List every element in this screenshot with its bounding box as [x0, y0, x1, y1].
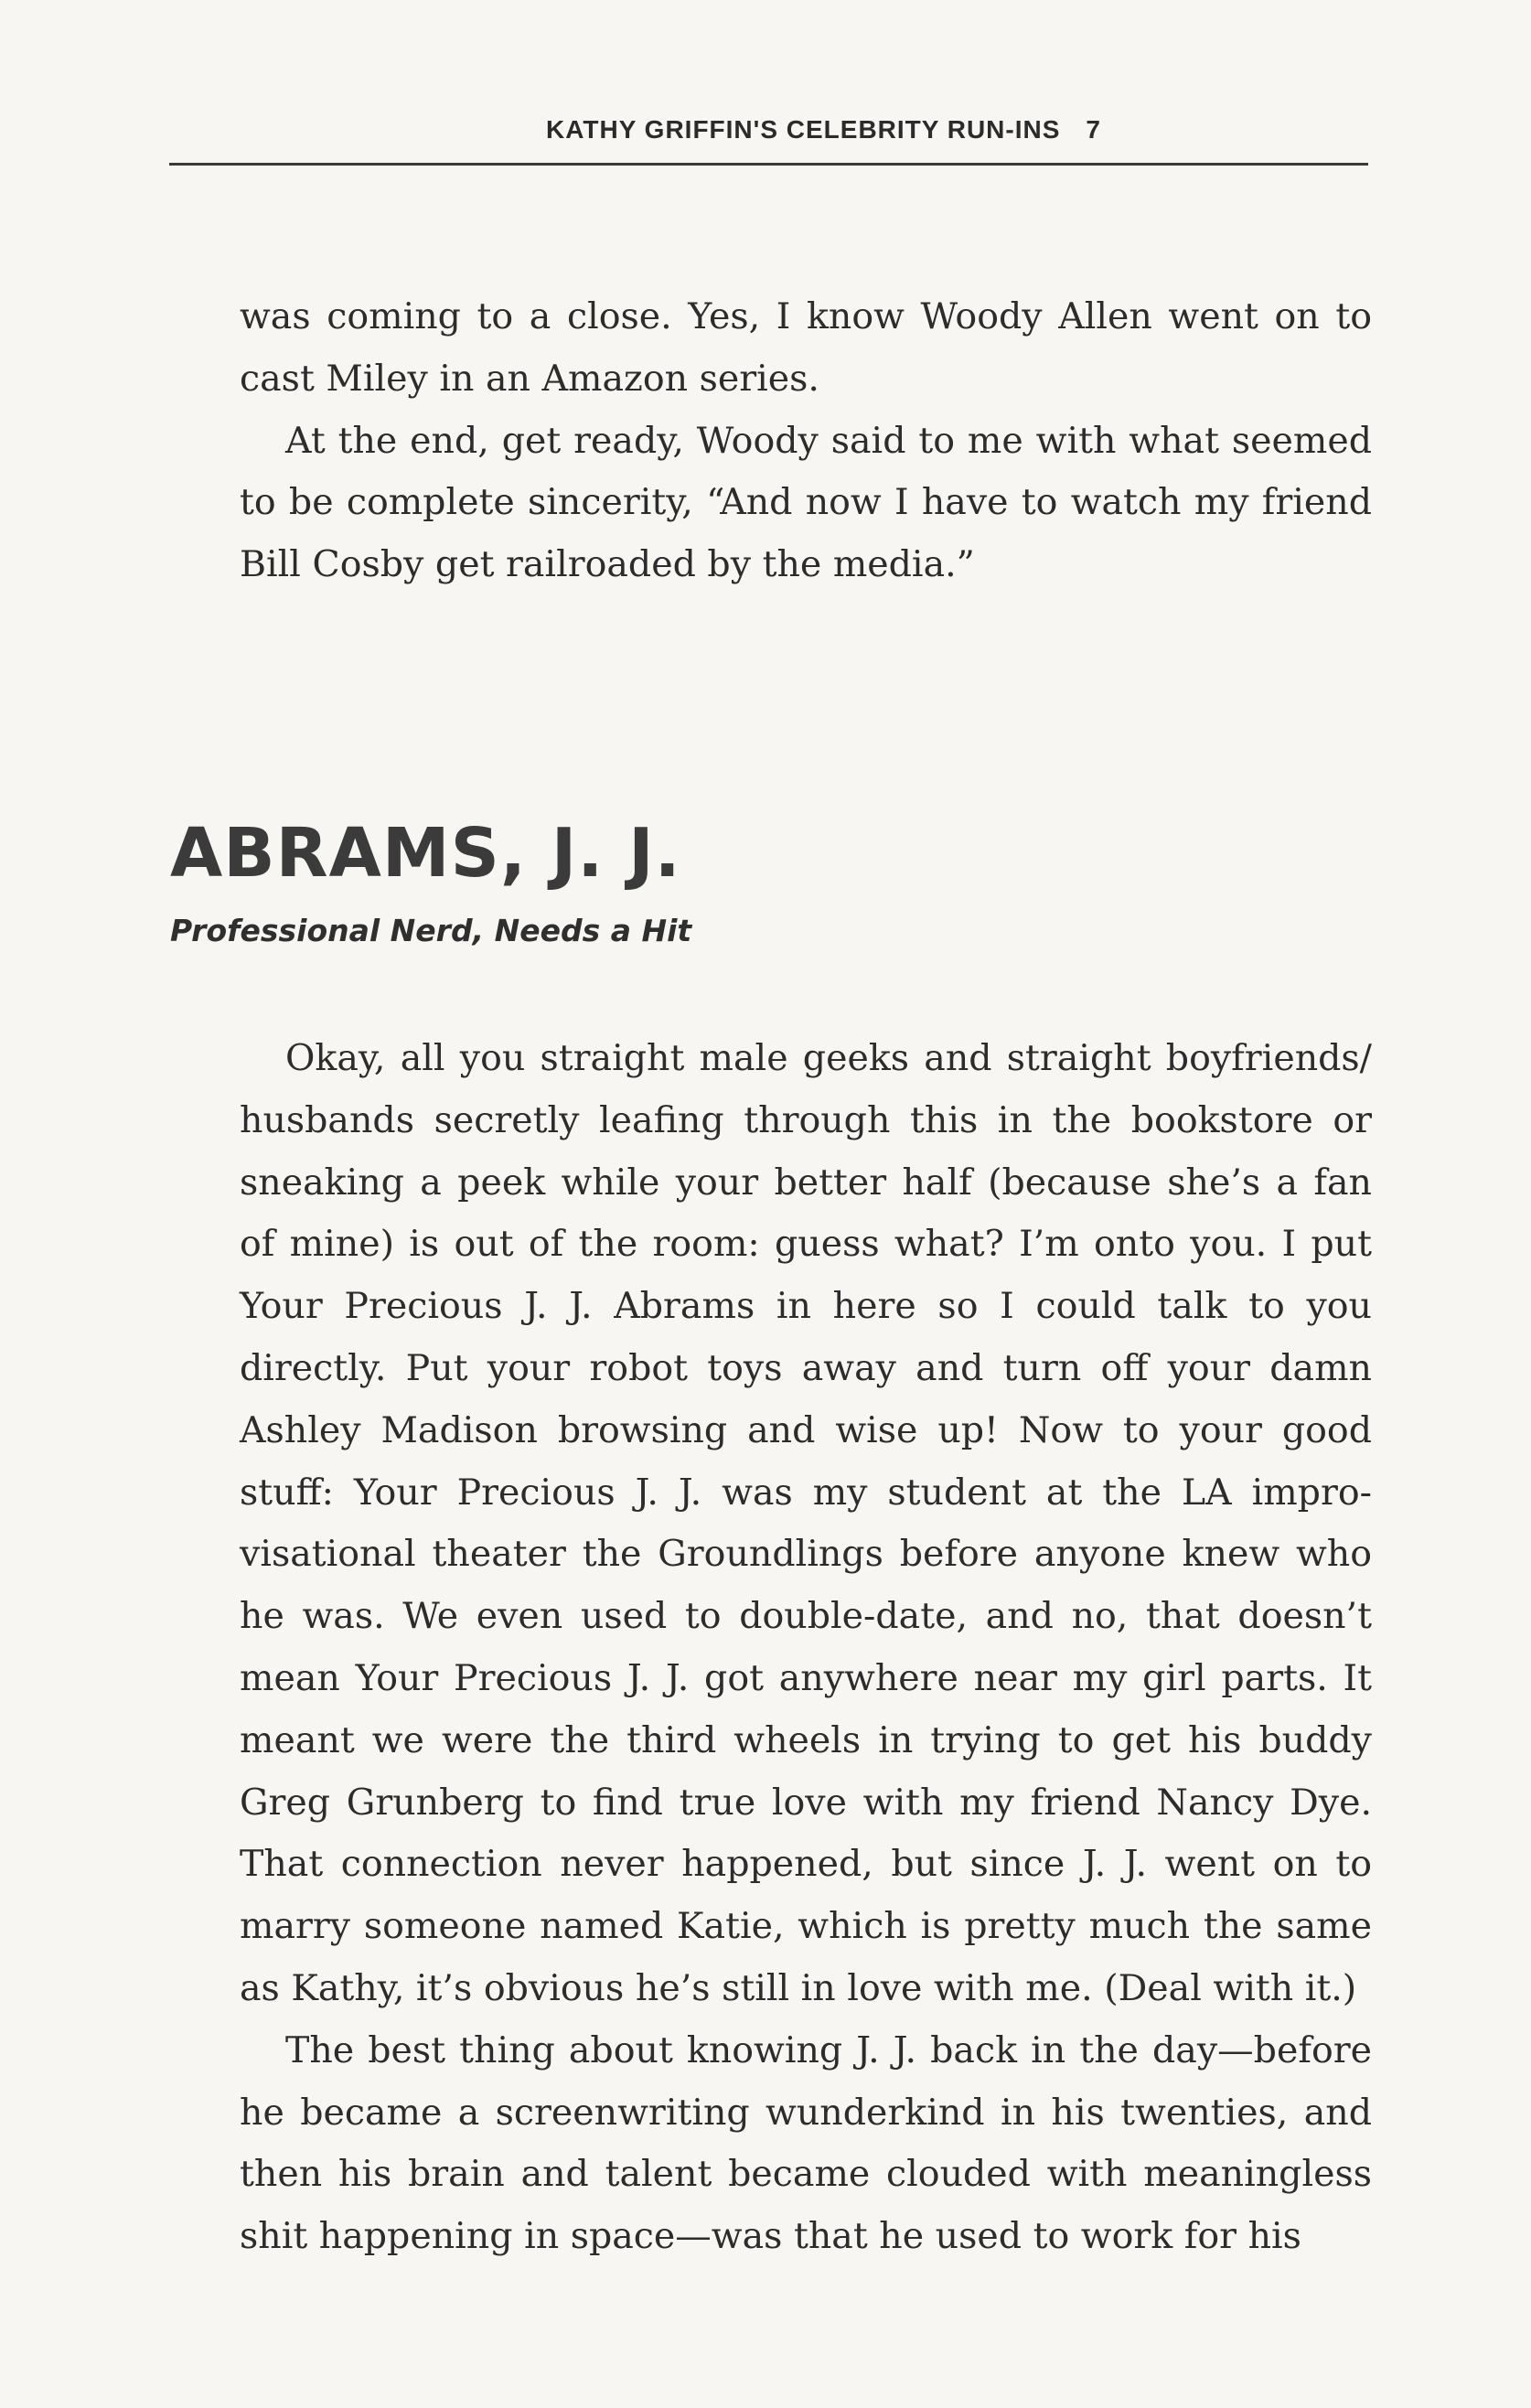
paragraph: The best thing about knowing J. J. back in the day—before he became a screenwriting wunderkind in his twenties, and then his brain and talent became clouded with meaningless shit happening in space—was that he used to work for his [240, 2028, 1372, 2258]
running-head [169, 115, 1368, 166]
paragraph: Okay, all you straight male geeks and straight boyfriends/ husbands secretly leafing through this in the bookstore or sneaking a peek while your better half (because she’s a fan of mine) is out of the room: guess what? I’m onto you. I put Your Precious J. J. Abrams in here so I could talk to you directly. Put your robot toys away and turn off your damn Ashley Madison browsing and wise up! Now to your good stuff: Your Precious J. J. was my student at the LA improvisational theater the Groundlings before anyone knew who he was. We even used to double-date, and no, that doesn’t mean Your Precious J. J. got anywhere near my girl parts. It meant we were the third wheels in trying to get his buddy Greg Grunberg to find true love with my friend Nancy Dye. That connection never happened, but since J. J. went on to marry someone named Katie, which is pretty much the same as Kathy, it’s obvious he’s still in love with me. (Deal with it.) [240, 1037, 1372, 2009]
page-number: 7 [1086, 115, 1101, 144]
section-heading: ABRAMS, J. J. [170, 814, 681, 893]
section-subheading: Professional Nerd, Needs a Hit [170, 913, 692, 948]
paragraph: was coming to a close. Yes, I know Woody Allen went on to cast Miley in an Amazon series. [240, 295, 1372, 400]
running-title: KATHY GRIFFIN'S CELEBRITY RUN-INS [546, 115, 1061, 144]
paragraph: At the end, get ready, Woody said to me with what seemed to be complete sincerity, “And now I have to watch my friend Bill Cosby get railroaded by the media.” [240, 419, 1372, 586]
section-text [240, 1028, 1372, 2268]
continuation-text [240, 286, 1372, 596]
